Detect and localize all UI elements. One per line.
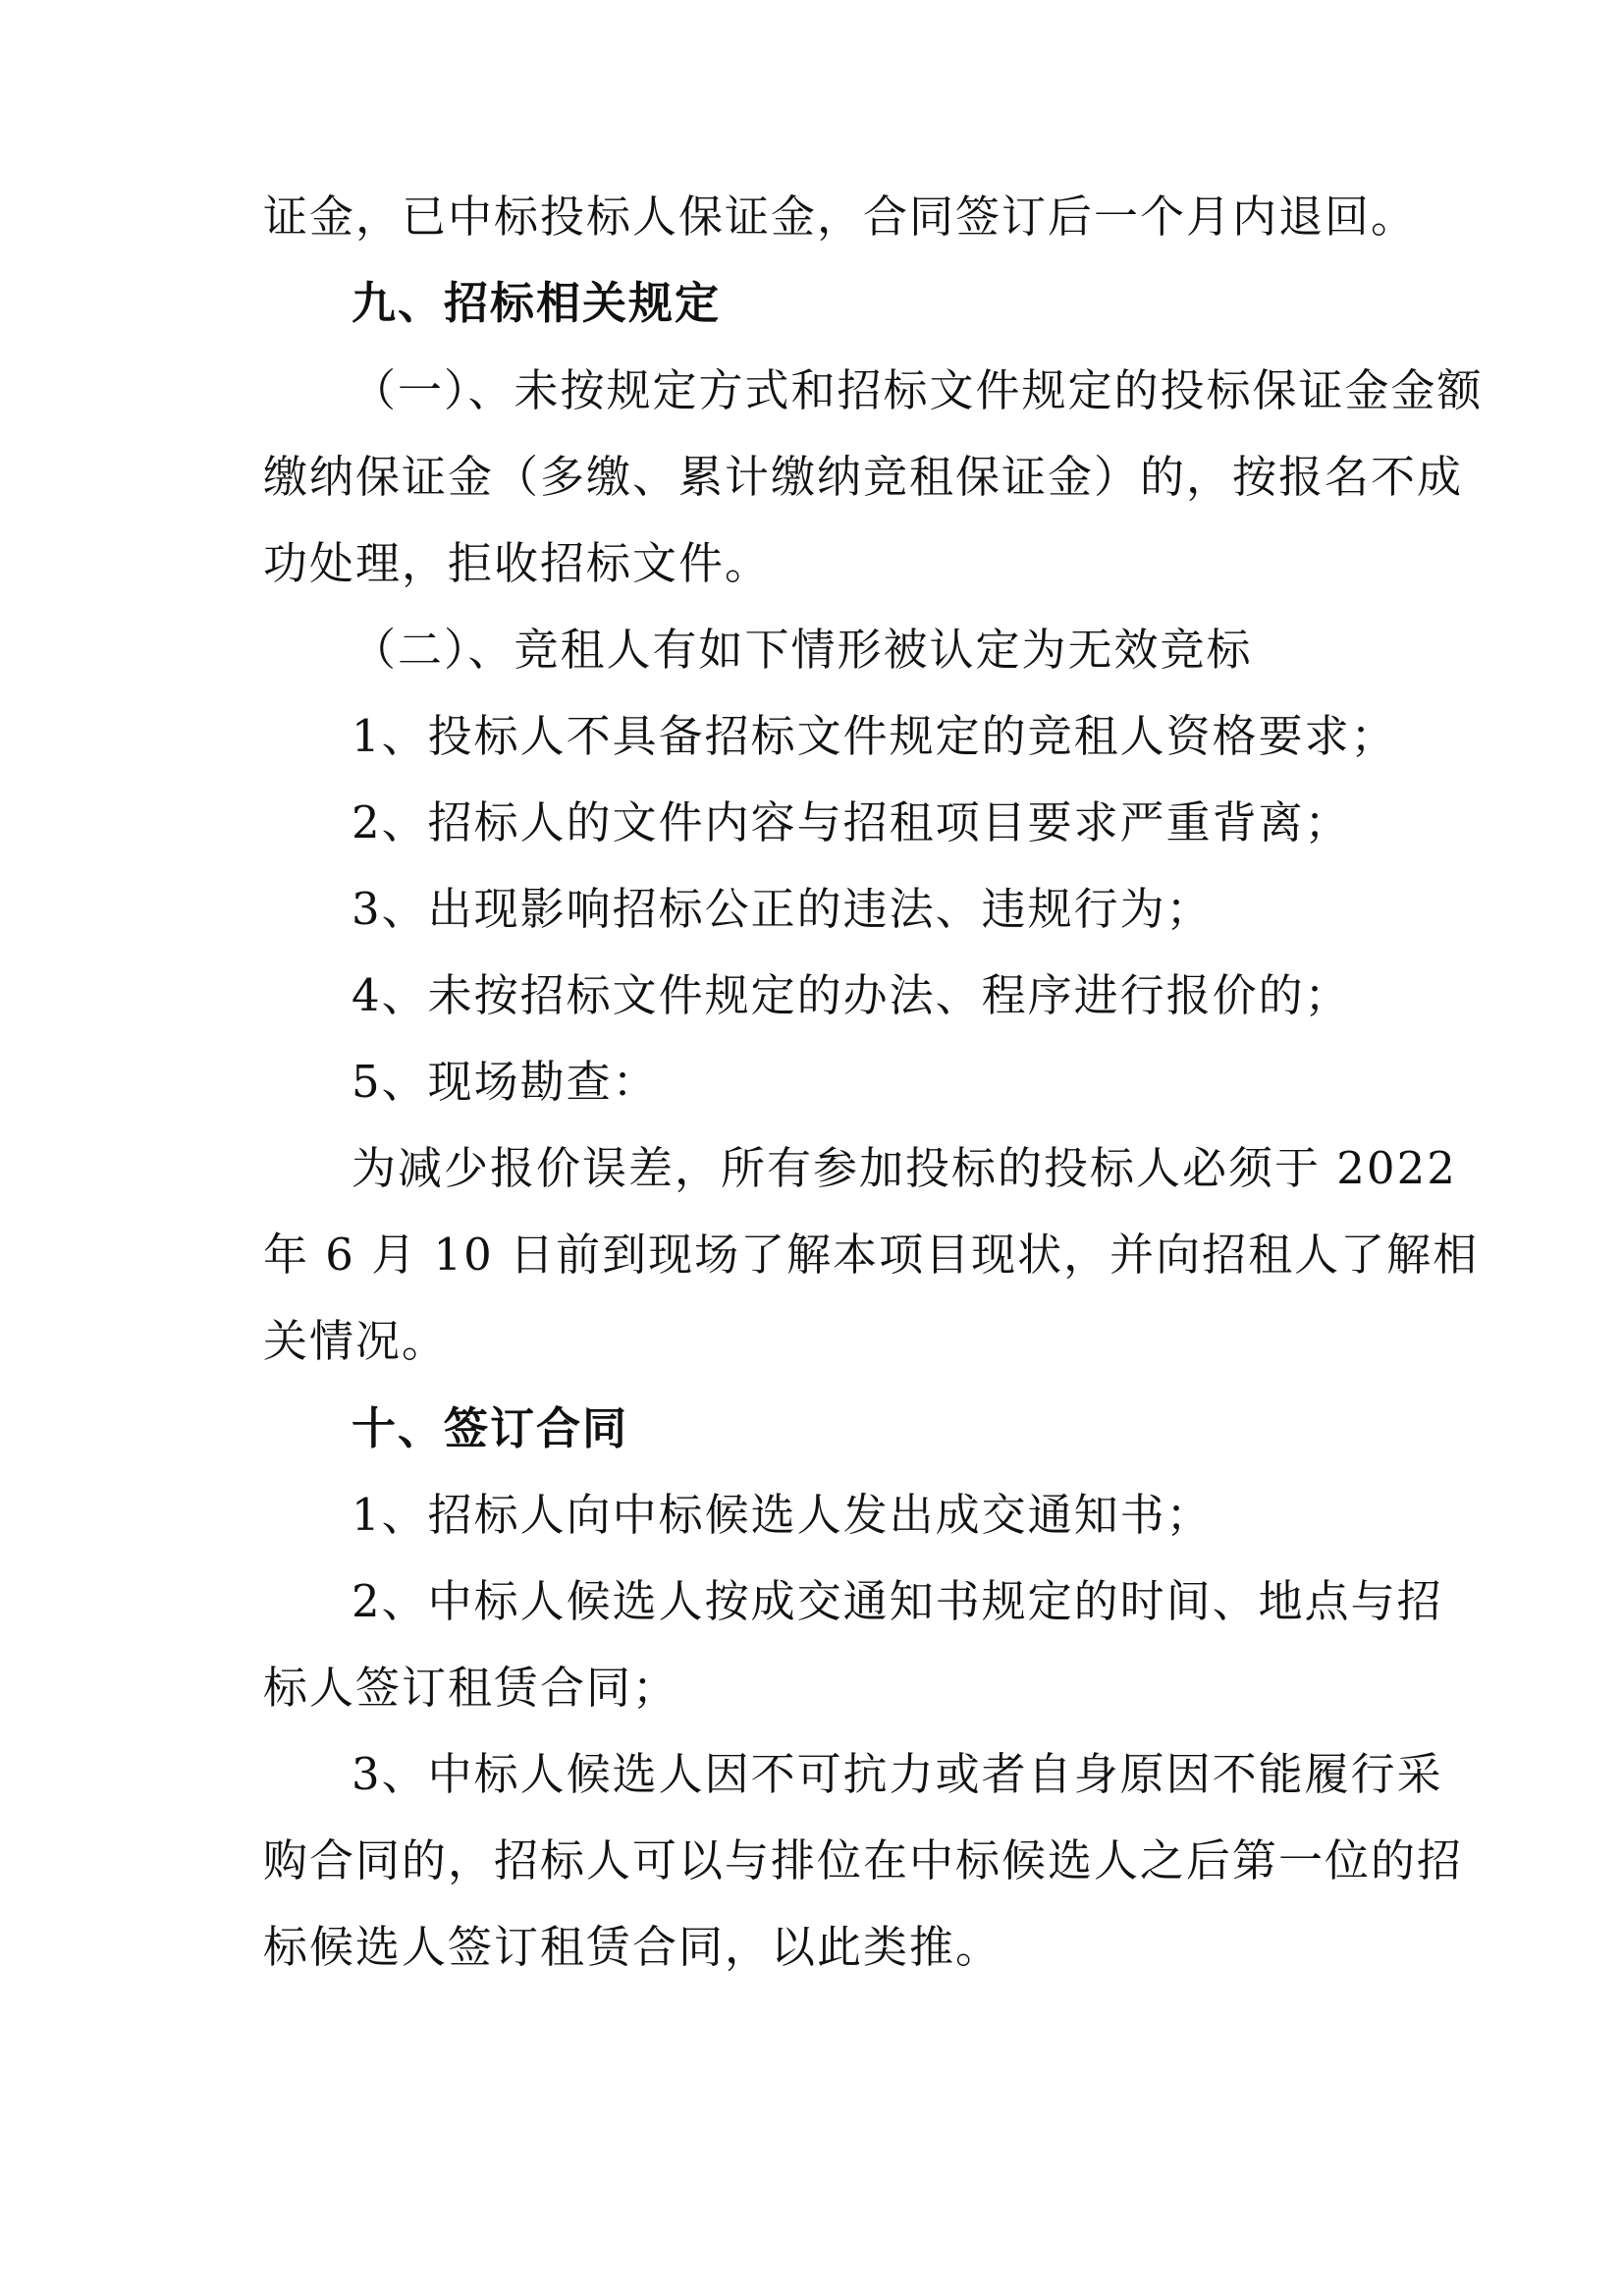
section-10-heading: 十、签订合同: [352, 1402, 629, 1454]
contract-item-2-line-1: 2、中标人候选人按成交通知书规定的时间、地点与招: [352, 1575, 1443, 1627]
invalid-item-1: 1、投标人不具备招标文件规定的竞租人资格要求；: [352, 710, 1397, 762]
site-survey-line-3: 关情况。: [263, 1315, 449, 1367]
clause-1-line-3: 功处理，拒收招标文件。: [263, 537, 772, 589]
invalid-item-3: 3、出现影响招标公正的违法、违规行为；: [352, 883, 1213, 935]
site-survey-line-2: 年 6 月 10 日前到现场了解本项目现状，并向招租人了解相: [263, 1229, 1480, 1281]
clause-1-line-2: 缴纳保证金（多缴、累计缴纳竞租保证金）的，按报名不成: [263, 451, 1464, 503]
site-survey-line-1: 为减少报价误差，所有参加投标的投标人必须于 2022: [352, 1142, 1457, 1194]
invalid-item-4: 4、未按招标文件规定的办法、程序进行报价的；: [352, 969, 1351, 1021]
contract-item-3-line-2: 购合同的，招标人可以与排位在中标候选人之后第一位的招: [263, 1834, 1464, 1886]
contract-item-3-line-1: 3、中标人候选人因不可抗力或者自身原因不能履行采: [352, 1748, 1443, 1800]
clause-1-line-1: （一）、未按规定方式和招标文件规定的投标保证金金额: [352, 364, 1484, 416]
clause-2-heading: （二）、竞租人有如下情形被认定为无效竞标: [352, 624, 1253, 676]
contract-item-1: 1、招标人向中标候选人发出成交通知书；: [352, 1489, 1213, 1541]
section-9-heading: 九、招标相关规定: [352, 277, 722, 329]
contract-item-2-line-2: 标人签订租赁合同；: [263, 1662, 679, 1714]
deposit-refund-line: 证金，已中标投标人保证金，合同签订后一个月内退回。: [263, 191, 1418, 243]
invalid-item-2: 2、招标人的文件内容与招租项目要求严重背离；: [352, 796, 1351, 848]
invalid-item-5: 5、现场勘查：: [352, 1056, 659, 1108]
contract-item-3-line-3: 标候选人签订租赁合同，以此类推。: [263, 1921, 1002, 1973]
